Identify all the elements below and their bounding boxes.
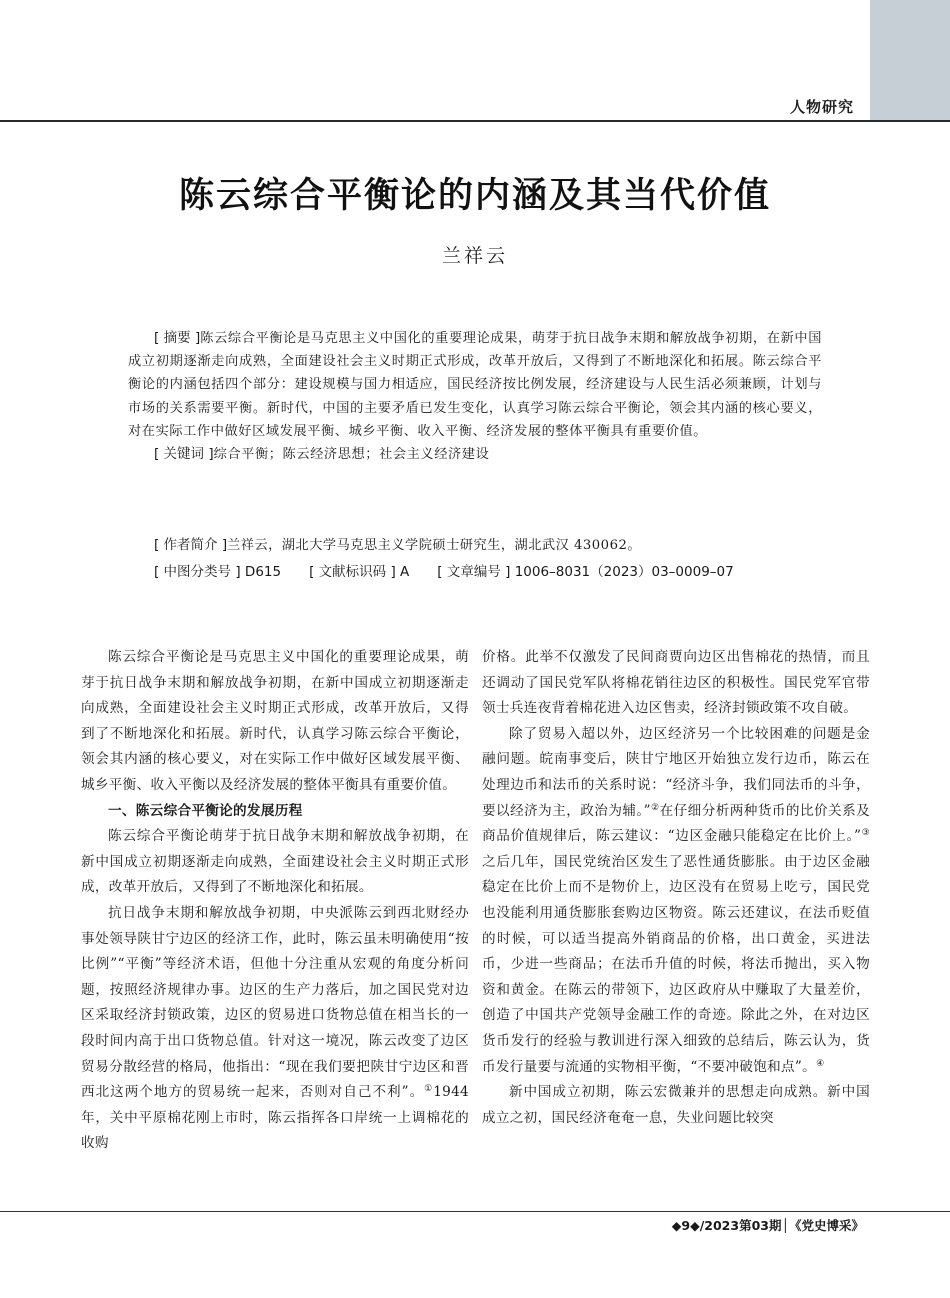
article-number-label: [ 文章编号 ]	[437, 564, 511, 580]
article-meta	[154, 532, 834, 585]
paragraph-text: 除了贸易入超以外，边区经济另一个比较困难的问题是金融问题。皖南事变后，陕甘宁地区开始独立发行边币，陈云在处理边币和法币的关系时说：“经济斗争，我们同法币的斗争，要以经济为主，政治为辅。”	[482, 725, 870, 819]
footnote-marker: ④	[816, 1058, 825, 1069]
body-column-right	[482, 645, 870, 1131]
body-paragraph: 陈云综合平衡论萌芽于抗日战争末期和解放战争初期，在新中国成立初期逐渐走向成熟，全面建设社会主义时期正式形成，改革开放后，又得到了不断地深化和拓展。	[81, 828, 469, 896]
abstract-label: [ 摘要 ]	[154, 330, 201, 346]
footnote-marker: ②	[650, 802, 660, 813]
abstract-block	[128, 327, 822, 466]
corner-color-block	[870, 0, 950, 120]
keywords-row	[128, 443, 822, 466]
article-title: 陈云综合平衡论的内涵及其当代价值	[178, 175, 771, 216]
clc-value: D615	[244, 564, 282, 580]
keywords-text: 综合平衡；陈云经济思想；社会主义经济建设	[213, 447, 490, 463]
doc-code-value: A	[400, 564, 410, 580]
author-bio-label: [ 作者简介 ]	[154, 537, 228, 553]
body-paragraph	[81, 901, 469, 1157]
classification-row	[154, 559, 834, 585]
header-rule	[0, 120, 950, 122]
article-number-value: 1006–8031（2023）03–0009–07	[514, 564, 734, 580]
page-footer: ◆9◆/2023第03期│《党史博采》	[671, 1218, 864, 1233]
article-author: 兰祥云	[441, 245, 508, 267]
abstract-paragraph	[128, 327, 822, 443]
section-label: 人物研究	[789, 98, 854, 116]
body-column-left	[81, 645, 469, 1157]
author-bio-text: 兰祥云，湖北大学马克思主义学院硕士研究生，湖北武汉 430062。	[227, 538, 642, 553]
footnote-marker: ①	[424, 1084, 434, 1095]
author-bio-row	[154, 532, 834, 559]
body-paragraph: 新中国成立初期，陈云宏微兼并的思想走向成熟。新中国成立之初，国民经济奄奄一息，失业问题比较突	[482, 1084, 870, 1126]
body-paragraph-continued: 价格。此举不仅激发了民间商贾向边区出售棉花的热情，而且还调动了国民党军队将棉花销往边区的积极性。国民党军官带领士兵连夜背着棉花进入边区售卖，经济封锁政策不攻自破。	[482, 649, 870, 717]
paragraph-text: 1944 年，关中平原棉花刚上市时，陈云指挥各口岸统一上调棉花的收购	[81, 1084, 469, 1152]
footnote-marker: ③	[861, 828, 871, 839]
clc-label: [ 中图分类号 ]	[154, 564, 241, 580]
paragraph-text: 之后几年，国民党统治区发生了恶性通货膨胀。由于边区金融稳定在比价上而不是物价上，边区没有在贸易上吃亏，国民党也没能利用通货膨胀套购边区物资。陈云还建议，在法币贬值的时候，可以适当提高外销商品的价格，出口黄金，买进法币，少进一些商品；在法币升值的时候，将法币抛出，买入物资和黄金。在陈云的带领下，边区政府从中赚取了大量差价，创造了中国共产党领导金融工作的奇迹。除此之外，在对边区货币发行的经验与教训进行深入细致的总结后，陈云认为，货币发行量要与流通的实物相平衡，“不要冲破饱和点”。	[482, 853, 870, 1075]
body-paragraph	[482, 722, 870, 1080]
body-paragraph: 陈云综合平衡论是马克思主义中国化的重要理论成果，萌芽于抗日战争末期和解放战争初期，在新中国成立初期逐渐走向成熟，全面建设社会主义时期正式形成，改革开放后，又得到了不断地深化和拓展。新时代，认真学习陈云综合平衡论，领会其内涵的核心要义，对在实际工作中做好区域发展平衡、城乡平衡、收入平衡以及经济发展的整体平衡具有重要价值。	[81, 649, 469, 793]
paragraph-text: 在仔细分析两种货币的比价关系及商品价值规律后，陈云建议：“边区金融只能稳定在比价上。”	[482, 802, 870, 845]
paragraph-text: 抗日战争末期和解放战争初期，中央派陈云到西北财经办事处领导陕甘宁边区的经济工作，此时，陈云虽未明确使用“按比例”“平衡”等经济术语，但他十分注重从宏观的角度分析问题，按照经济规律办事。边区的生产力落后，加之国民党对边区采取经济封锁政策，边区的贸易进口货物总值在相当长的一段时间内高于出口货物总值。针对这一境况，陈云改变了边区贸易分散经营的格局，他指出：“现在我们要把陕甘宁边区和晋西北这两个地方的贸易统一起来，否则对自己不利”。	[81, 904, 469, 1101]
abstract-text: 陈云综合平衡论是马克思主义中国化的重要理论成果，萌芽于抗日战争末期和解放战争初期，在新中国成立初期逐渐走向成熟，全面建设社会主义时期正式形成，改革开放后，又得到了不断地深化和拓展。陈云综合平衡论的内涵包括四个部分：建设规模与国力相适应，国民经济按比例发展，经济建设与人民生活必须兼顾，计划与市场的关系需要平衡。新时代，中国的主要矛盾已发生变化，认真学习陈云综合平衡论，领会其内涵的核心要义，对在实际工作中做好区域发展平衡、城乡平衡、收入平衡、经济发展的整体平衡具有重要价值。	[128, 331, 822, 439]
doc-code-label: [ 文献标识码 ]	[309, 564, 396, 580]
section-heading: 一、陈云综合平衡论的发展历程	[108, 802, 303, 819]
footer-rule	[0, 1211, 950, 1212]
keywords-label: [ 关键词 ]	[154, 446, 214, 463]
